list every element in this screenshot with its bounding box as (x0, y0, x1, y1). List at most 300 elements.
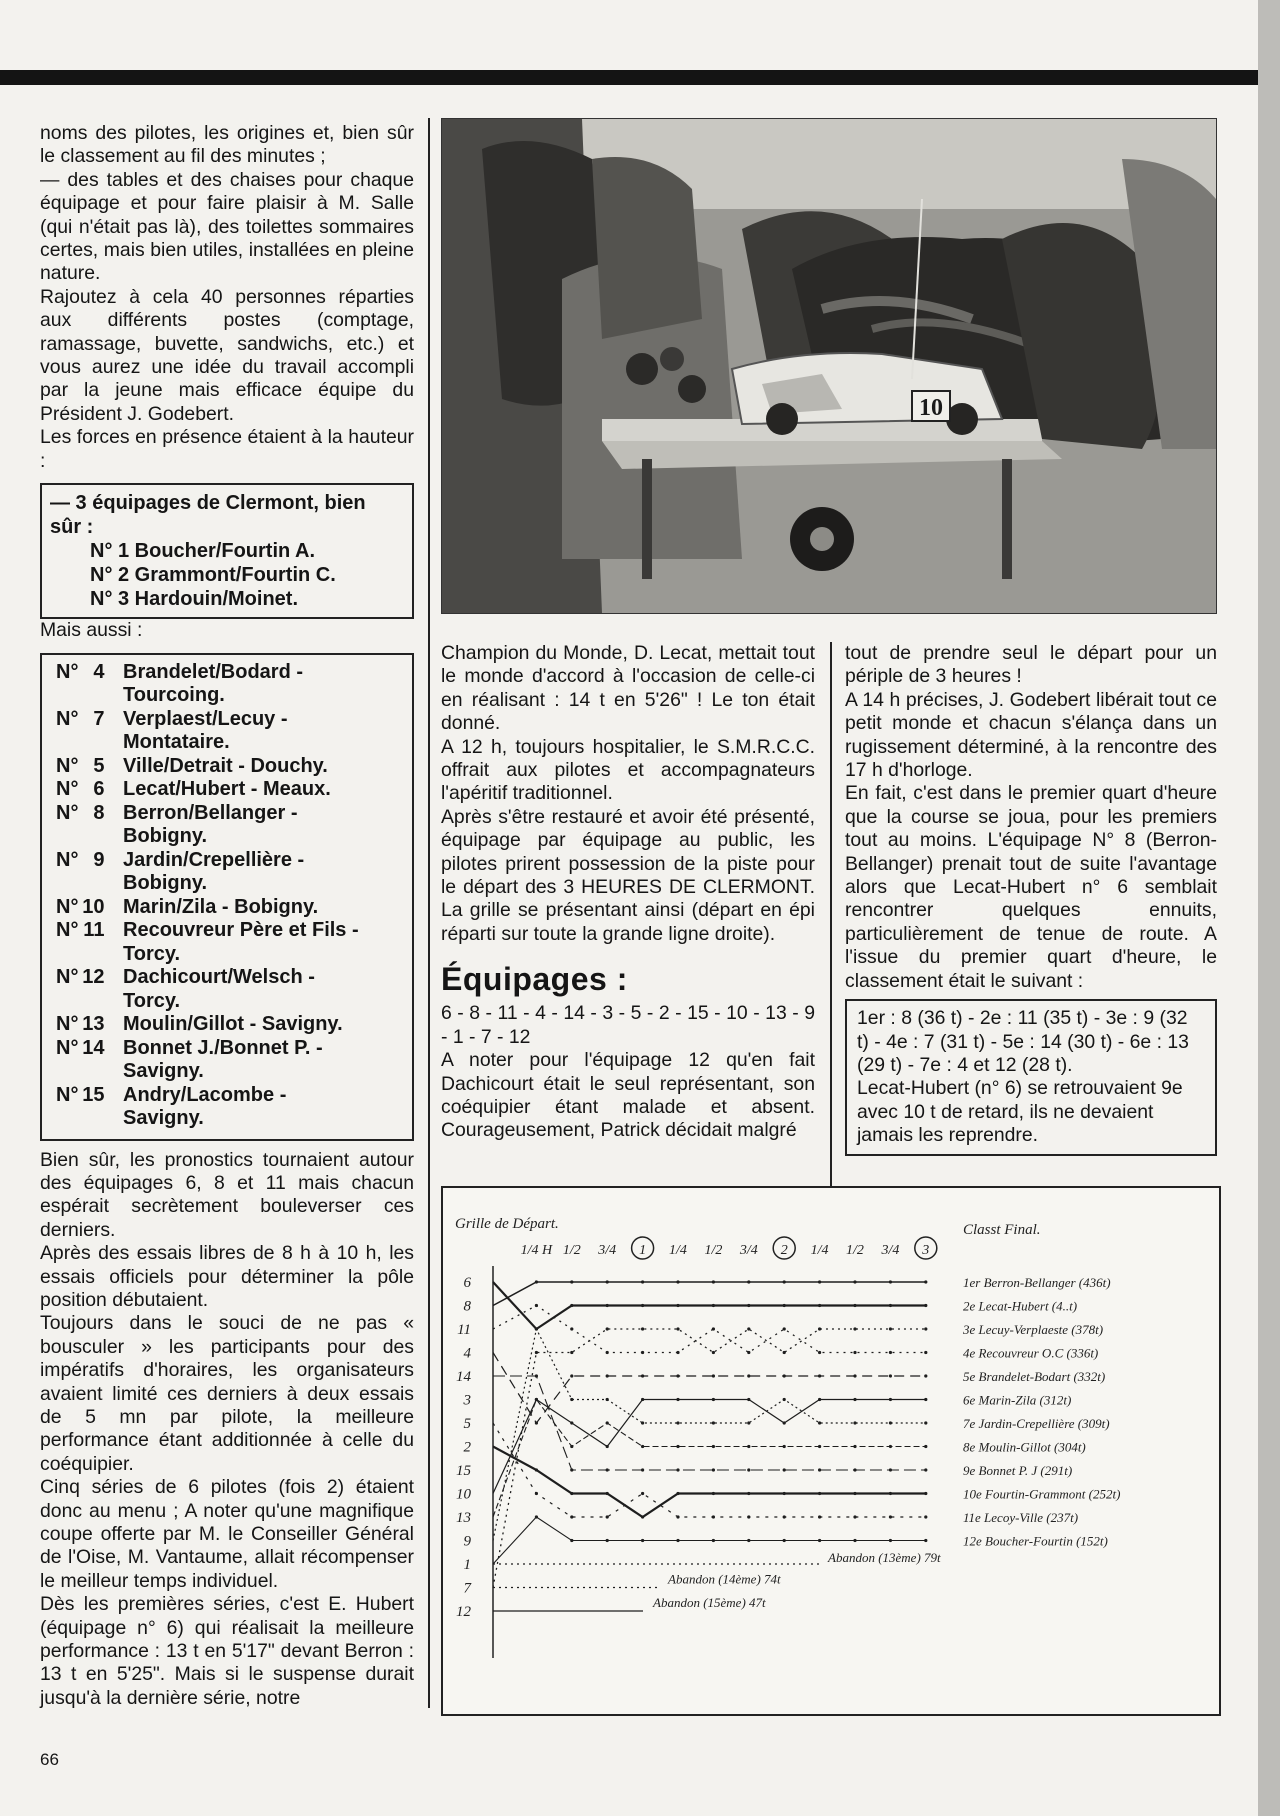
series-point-10 (606, 1445, 609, 1448)
column-rule (830, 642, 832, 1186)
series-point-1 (712, 1539, 715, 1542)
paragraph: Les forces en présence étaient à la hauteur : (40, 426, 414, 472)
number-prefix: N° (56, 1083, 79, 1106)
series-point-13 (783, 1445, 786, 1448)
series-point-1 (924, 1539, 927, 1542)
series-point-5 (853, 1515, 856, 1518)
series-point-13 (606, 1421, 609, 1424)
series-point-6 (570, 1304, 573, 1307)
clermont-team-row: N° 3 Hardouin/Moinet. (90, 588, 298, 611)
team-entry (50, 802, 404, 849)
series-point-5 (747, 1515, 750, 1518)
car-number: 10 (919, 395, 943, 421)
team-line: Dachicourt/Welsch - (123, 966, 315, 988)
series-point-5 (712, 1515, 715, 1518)
mais-aussi-label: Mais aussi : (40, 619, 143, 642)
series-point-2 (818, 1492, 821, 1495)
series-point-9 (924, 1421, 927, 1424)
team-line: Marin/Zila - Bobigny. (123, 895, 319, 918)
series-point-9 (853, 1421, 856, 1424)
team-names (123, 849, 404, 896)
team-names (123, 802, 404, 849)
grid-header: Grille de Départ. (455, 1216, 559, 1232)
team-number-value: 10 (82, 895, 105, 918)
team-names (123, 708, 404, 755)
paragraph: — des tables et des chaises pour chaque équipage et pour faire plaisir à M. Salle (qui n'était pas là), des toilettes sommaires certes, mais bien utiles, installées en pleine nature. (40, 168, 414, 285)
paragraph: A 14 h précises, J. Godebert libérait tout ce petit monde et chacun s'élança dans un rugissement déterminé, à la rencontre des 17 h d'horloge. (845, 688, 1217, 782)
team-entry (50, 778, 404, 802)
series-point-2 (783, 1492, 786, 1495)
time-label: 1 (639, 1243, 647, 1258)
series-point-6 (783, 1304, 786, 1307)
team-number-value: 12 (82, 966, 105, 988)
start-grid-label: 4 (463, 1345, 471, 1362)
start-grid-label: 15 (456, 1463, 471, 1479)
series-point-11 (712, 1327, 715, 1330)
series-point-8 (641, 1280, 644, 1283)
abandon-label: Abandon (13ème) 79t (828, 1550, 941, 1565)
time-label: 1/4 (810, 1243, 829, 1258)
team-names (123, 896, 404, 920)
team-number-value: 5 (93, 754, 105, 777)
clermont-heading: — 3 équipages de Clermont, bien sûr : (50, 492, 366, 539)
series-point-9 (889, 1421, 892, 1424)
starting-grid: 6 - 8 - 11 - 4 - 14 - 3 - 5 - 2 - 15 - 10 - 13 - 9 - 1 - 7 - 12 (441, 1002, 815, 1048)
series-point-14 (570, 1468, 573, 1471)
series-point-14 (747, 1468, 750, 1471)
team-number-value: 6 (93, 778, 105, 800)
number-prefix: N° (56, 778, 79, 800)
series-line-8 (493, 1282, 926, 1306)
team-number-value: 15 (82, 1083, 105, 1106)
series-point-5 (570, 1515, 573, 1518)
series-point-10 (924, 1398, 927, 1401)
team-number-value: 11 (83, 919, 105, 941)
paragraph: Rajoutez à cela 40 personnes réparties aux différents postes (comptage, ramassage, buvette, sandwichs, etc.) et vous aurez une idée du travail accompli par la jeune mais efficace équipe du Président J. Godebert. (40, 285, 414, 425)
series-point-13 (747, 1445, 750, 1448)
time-label: 2 (780, 1243, 788, 1258)
paragraph: Cinq séries de 6 pilotes (fois 2) étaient donc au menu ; A noter qu'une magnifique coupe offerte par M. le Conseiller Général de l'Oise, M. Vantaume, allait récompenser le meilleur temps individuel. (40, 1476, 414, 1592)
series-point-5 (783, 1515, 786, 1518)
series-point-14 (535, 1374, 538, 1377)
team-names (123, 1084, 404, 1131)
series-point-4 (747, 1374, 750, 1377)
photo-illustration (442, 119, 1216, 613)
series-point-2 (747, 1492, 750, 1495)
race-position-chart (441, 1186, 1221, 1716)
number-prefix: N° (56, 919, 79, 941)
series-point-4 (676, 1374, 679, 1377)
series-point-11 (853, 1351, 856, 1354)
team-names (123, 919, 404, 966)
series-point-2 (853, 1492, 856, 1495)
time-label: 3/4 (598, 1243, 617, 1258)
series-point-10 (747, 1398, 750, 1401)
time-label: 1/2 (562, 1243, 581, 1258)
start-grid-label: 1 (463, 1557, 471, 1573)
column-3 (845, 642, 1217, 1156)
series-point-11 (641, 1351, 644, 1354)
team-line: Bonnet J./Bonnet P. - (123, 1036, 323, 1059)
final-classification-entry: 5e Brandelet-Bodart (332t) (963, 1369, 1106, 1384)
series-point-8 (818, 1280, 821, 1283)
paragraph: Dès les premières séries, c'est E. Hubert (équipage n° 6) qui réalisait la meilleure performance : 13 t en 5'17" devant Berron : 13 t en 5'25". Mais si le suspense durait jusqu'à la dernière série, notre (40, 1593, 414, 1709)
series-point-11 (676, 1351, 679, 1354)
team-number (50, 919, 123, 966)
team-entry (50, 708, 404, 755)
final-classification-entry: 10e Fourtin-Grammont (252t) (963, 1486, 1121, 1502)
number-prefix: N° (56, 1036, 79, 1059)
series-point-7 (606, 1327, 609, 1330)
team-number (50, 755, 123, 779)
series-point-1 (747, 1539, 750, 1542)
race-pit-photo (441, 118, 1217, 614)
final-classification-entry: 6e Marin-Zila (312t) (963, 1392, 1072, 1408)
team-line: Montataire. (123, 731, 230, 753)
start-grid-label: 11 (457, 1322, 471, 1338)
paragraph: A 12 h, toujours hospitalier, le S.M.R.C.C. offrait aux pilotes et accompagnateurs l'apéritif traditionnel. (441, 735, 815, 805)
start-grid-label: 13 (456, 1510, 471, 1526)
series-point-7 (783, 1351, 786, 1354)
chart-svg (443, 1188, 1219, 1714)
series-point-9 (783, 1398, 786, 1401)
series-point-4 (889, 1374, 892, 1377)
paragraph: Champion du Monde, D. Lecat, mettait tout le monde d'accord à l'occasion de celle-ci en réalisant : 14 t en 5'26" ! Le ton était donné. (441, 642, 815, 735)
series-point-2 (924, 1492, 927, 1495)
series-point-14 (783, 1468, 786, 1471)
number-prefix: N° (56, 754, 79, 777)
paragraph: tout de prendre seul le départ pour un périple de 3 heures ! (845, 642, 1217, 688)
start-grid-label: 8 (463, 1298, 471, 1315)
start-grid-label: 12 (456, 1604, 471, 1620)
team-number (50, 1013, 123, 1037)
team-line: Torcy. (123, 942, 181, 965)
series-point-13 (818, 1445, 821, 1448)
series-point-14 (712, 1468, 715, 1471)
series-point-8 (747, 1280, 750, 1283)
series-line-2 (493, 1447, 926, 1518)
team-number (50, 1084, 123, 1131)
column-rule (428, 118, 430, 1708)
paragraph: Bien sûr, les pronostics tournaient autour des équipages 6, 8 et 11 mais chacun espérait secrètement bouleverser ces derniers. (40, 1148, 414, 1241)
time-label: 1/2 (846, 1243, 864, 1258)
series-point-4 (641, 1374, 644, 1377)
series-point-6 (676, 1304, 679, 1307)
team-names (123, 1013, 404, 1037)
final-classification-entry: 2e Lecat-Hubert (4..t) (963, 1298, 1078, 1314)
series-point-8 (535, 1280, 538, 1283)
series-point-10 (676, 1398, 679, 1401)
series-point-1 (606, 1539, 609, 1542)
top-rule (0, 70, 1258, 85)
team-entry (50, 849, 404, 896)
paragraph: Toujours dans le souci de ne pas « bousculer » les participants pour des impératifs d'horaires, les organisateurs avaient limité ces derniers à deux essais de 5 mn par pilote, la meilleure performance étant additionnée à celle du coéquipier. (40, 1312, 414, 1475)
team-number-value: 13 (82, 1013, 105, 1035)
series-point-1 (853, 1539, 856, 1542)
series-point-2 (535, 1468, 538, 1471)
standings-note: Lecat-Hubert (n° 6) se retrouvaient 9e avec 10 t de retard, ils ne devaient jamais les reprendre. (857, 1077, 1183, 1147)
series-point-9 (606, 1398, 609, 1401)
series-point-1 (818, 1539, 821, 1542)
series-point-11 (818, 1351, 821, 1354)
team-entry (50, 661, 404, 708)
series-point-1 (676, 1539, 679, 1542)
team-line: Bobigny. (123, 872, 208, 894)
number-prefix: N° (56, 660, 79, 683)
clermont-teams-box (40, 483, 414, 619)
team-names (123, 966, 404, 1013)
series-point-4 (535, 1421, 538, 1424)
team-names (123, 1037, 404, 1084)
series-point-9 (747, 1421, 750, 1424)
series-point-5 (818, 1515, 821, 1518)
series-point-13 (924, 1445, 927, 1448)
time-label: 3/4 (739, 1243, 758, 1258)
series-point-2 (676, 1492, 679, 1495)
final-classification-entry: 11e Lecoy-Ville (237t) (963, 1510, 1079, 1525)
series-point-10 (783, 1421, 786, 1424)
team-number (50, 661, 123, 708)
number-prefix: N° (56, 895, 79, 918)
series-point-4 (570, 1374, 573, 1377)
series-point-2 (641, 1515, 644, 1518)
series-point-4 (853, 1374, 856, 1377)
team-number (50, 896, 123, 920)
series-point-2 (606, 1492, 609, 1495)
abandon-label: Abandon (14ème) 74t (668, 1571, 781, 1587)
team-line: Savigny. (123, 1060, 204, 1082)
series-point-11 (747, 1351, 750, 1354)
time-label: 3 (922, 1243, 930, 1258)
column-2 (441, 642, 815, 1143)
team-number (50, 708, 123, 755)
series-point-9 (535, 1327, 538, 1330)
team-number (50, 966, 123, 1013)
series-point-4 (712, 1374, 715, 1377)
start-grid-label: 7 (463, 1580, 471, 1597)
team-line: Recouvreur Père et Fils - (123, 919, 359, 941)
series-point-5 (676, 1515, 679, 1518)
series-point-5 (924, 1515, 927, 1518)
final-classification-entry: 1er Berron-Bellanger (436t) (963, 1275, 1111, 1290)
series-point-8 (853, 1280, 856, 1283)
series-point-7 (570, 1351, 573, 1354)
page-edge (1258, 0, 1280, 1816)
series-point-7 (924, 1327, 927, 1330)
final-classification-entry: 9e Bonnet P. J (291t) (963, 1463, 1073, 1478)
team-entry (50, 919, 404, 966)
series-point-4 (818, 1374, 821, 1377)
number-prefix: N° (56, 966, 79, 988)
team-line: Lecat/Hubert - Meaux. (123, 778, 331, 800)
start-grid-label: 3 (463, 1392, 471, 1409)
team-names (123, 755, 404, 779)
time-label: 1/2 (704, 1243, 723, 1258)
series-point-13 (853, 1445, 856, 1448)
start-grid-label: 10 (456, 1486, 471, 1503)
series-point-6 (818, 1304, 821, 1307)
number-prefix: N° (56, 1013, 79, 1035)
series-point-5 (889, 1515, 892, 1518)
team-number (50, 849, 123, 896)
series-point-6 (606, 1304, 609, 1307)
series-point-7 (853, 1327, 856, 1330)
series-point-10 (641, 1398, 644, 1401)
series-point-10 (818, 1398, 821, 1401)
team-line: Moulin/Gillot - Savigny. (123, 1013, 343, 1035)
team-number-value: 14 (82, 1036, 105, 1059)
series-point-13 (712, 1445, 715, 1448)
series-point-11 (783, 1327, 786, 1330)
series-point-8 (570, 1280, 573, 1283)
series-point-8 (783, 1280, 786, 1283)
team-number-value: 7 (93, 707, 105, 730)
series-point-14 (676, 1468, 679, 1471)
series-point-13 (641, 1445, 644, 1448)
series-point-14 (641, 1468, 644, 1471)
start-grid-label: 6 (463, 1275, 471, 1291)
series-point-7 (889, 1327, 892, 1330)
standings-line: 1er : 8 (36 t) - 2e : 11 (35 t) - 3e : 9 (32 t) - 4e : 7 (31 t) - 5e : 14 (30 t) - 6e : 13 (29 t) - 7e : 4 et 12 (28 t). (857, 1007, 1189, 1076)
series-point-8 (606, 1280, 609, 1283)
start-grid-label: 5 (463, 1416, 471, 1432)
time-label: 3/4 (881, 1243, 900, 1258)
series-point-7 (676, 1327, 679, 1330)
number-prefix: N° (56, 801, 79, 824)
paragraph: Après des essais libres de 8 h à 10 h, les essais officiels pour déterminer la pôle position débutaient. (40, 1242, 414, 1311)
series-point-11 (570, 1327, 573, 1330)
clermont-team-row: N° 1 Boucher/Fourtin A. (90, 540, 316, 563)
series-point-10 (712, 1398, 715, 1401)
team-number (50, 802, 123, 849)
series-point-1 (783, 1539, 786, 1542)
series-point-4 (924, 1374, 927, 1377)
page-number: 66 (40, 1750, 59, 1769)
team-line: Berron/Bellanger - (123, 801, 298, 824)
series-point-14 (606, 1468, 609, 1471)
series-point-8 (712, 1280, 715, 1283)
team-line: Jardin/Crepellière - (123, 848, 305, 871)
series-point-5 (606, 1515, 609, 1518)
team-names (123, 661, 404, 708)
series-line-11 (493, 1306, 926, 1353)
series-point-5 (535, 1492, 538, 1495)
series-point-14 (853, 1468, 856, 1471)
team-number (50, 1037, 123, 1084)
series-point-2 (570, 1492, 573, 1495)
team-line: Tourcoing. (123, 684, 225, 706)
start-grid-label: 14 (456, 1369, 471, 1385)
series-point-7 (535, 1351, 538, 1354)
series-point-5 (641, 1492, 644, 1495)
paragraph: A noter pour l'équipage 12 qu'en fait Dachicourt était le seul représentant, son coéquipier étant malade et absent. Courageusement, Patrick décidait malgré (441, 1049, 815, 1142)
number-prefix: N° (56, 707, 79, 730)
team-entry (50, 1037, 404, 1084)
final-classification-entry: 12e Boucher-Fourtin (152t) (963, 1533, 1108, 1549)
series-point-7 (818, 1327, 821, 1330)
team-entry (50, 966, 404, 1013)
series-point-7 (641, 1327, 644, 1330)
series-point-8 (889, 1280, 892, 1283)
series-point-6 (853, 1304, 856, 1307)
series-point-1 (641, 1539, 644, 1542)
time-label: 1/4 H (520, 1243, 553, 1258)
series-point-11 (535, 1304, 538, 1307)
series-point-7 (712, 1351, 715, 1354)
series-point-6 (924, 1304, 927, 1307)
quarter-hour-standings-box (845, 999, 1217, 1155)
team-entry (50, 755, 404, 779)
team-line: Bobigny. (123, 825, 208, 847)
series-point-10 (570, 1421, 573, 1424)
series-point-1 (570, 1539, 573, 1542)
team-line: Savigny. (123, 1107, 204, 1129)
start-grid-label: 2 (463, 1439, 471, 1456)
team-number (50, 778, 123, 802)
series-point-9 (570, 1398, 573, 1401)
series-point-6 (641, 1304, 644, 1307)
number-prefix: N° (56, 848, 79, 871)
section-heading: Équipages : (441, 961, 628, 998)
final-classification-entry: 4e Recouvreur O.C (336t) (963, 1345, 1099, 1361)
team-entry (50, 1084, 404, 1131)
series-point-6 (747, 1304, 750, 1307)
series-point-11 (606, 1351, 609, 1354)
series-point-11 (889, 1351, 892, 1354)
team-line: Brandelet/Bodard - (123, 660, 304, 683)
series-point-2 (712, 1492, 715, 1495)
team-entry (50, 1013, 404, 1037)
abandon-label: Abandon (15ème) 47t (653, 1595, 766, 1610)
series-point-10 (889, 1398, 892, 1401)
paragraph: noms des pilotes, les origines et, bien sûr le classement au fil des minutes ; (40, 122, 414, 168)
series-point-11 (924, 1351, 927, 1354)
series-point-14 (818, 1468, 821, 1471)
clermont-team-row: N° 2 Grammont/Fourtin C. (90, 564, 336, 587)
final-classification-entry: 7e Jardin-Crepellière (309t) (963, 1416, 1110, 1431)
series-point-1 (889, 1539, 892, 1542)
team-number-value: 8 (93, 801, 105, 824)
series-point-13 (676, 1445, 679, 1448)
series-point-1 (535, 1515, 538, 1518)
series-point-8 (676, 1280, 679, 1283)
series-point-9 (641, 1421, 644, 1424)
final-classification-entry: 8e Moulin-Gillot (304t) (963, 1439, 1086, 1455)
team-line: Ville/Detrait - Douchy. (123, 754, 328, 777)
series-line-7 (493, 1329, 926, 1588)
series-line-9 (493, 1329, 926, 1541)
other-teams-box (40, 653, 414, 1141)
final-classification-entry: 3e Lecuy-Verplaeste (378t) (963, 1322, 1104, 1337)
series-point-13 (889, 1445, 892, 1448)
series-point-7 (747, 1327, 750, 1330)
column-1 (40, 122, 414, 1710)
team-number-value: 9 (93, 848, 105, 871)
team-names (123, 778, 404, 802)
series-point-4 (783, 1374, 786, 1377)
series-point-14 (889, 1468, 892, 1471)
paragraph: En fait, c'est dans le premier quart d'heure que la course se joua, pour les premiers tout au moins. L'équipage N° 8 (Berron-Bellanger) prenait tout de suite l'avantage alors que Lecat-Hubert n° 6 semblait rencontrer quelques ennuits, particulièrement de tenue de route. A l'issue du premier quart d'heure, le classement était le suivant : (845, 782, 1217, 992)
series-line-4 (493, 1353, 926, 1424)
series-point-10 (853, 1398, 856, 1401)
series-point-6 (712, 1304, 715, 1307)
series-point-8 (924, 1280, 927, 1283)
team-number-value: 4 (93, 660, 105, 683)
series-line-13 (493, 1400, 926, 1518)
final-title: Classt Final. (963, 1222, 1041, 1238)
time-label: 1/4 (669, 1243, 687, 1258)
series-line-6 (493, 1282, 926, 1329)
